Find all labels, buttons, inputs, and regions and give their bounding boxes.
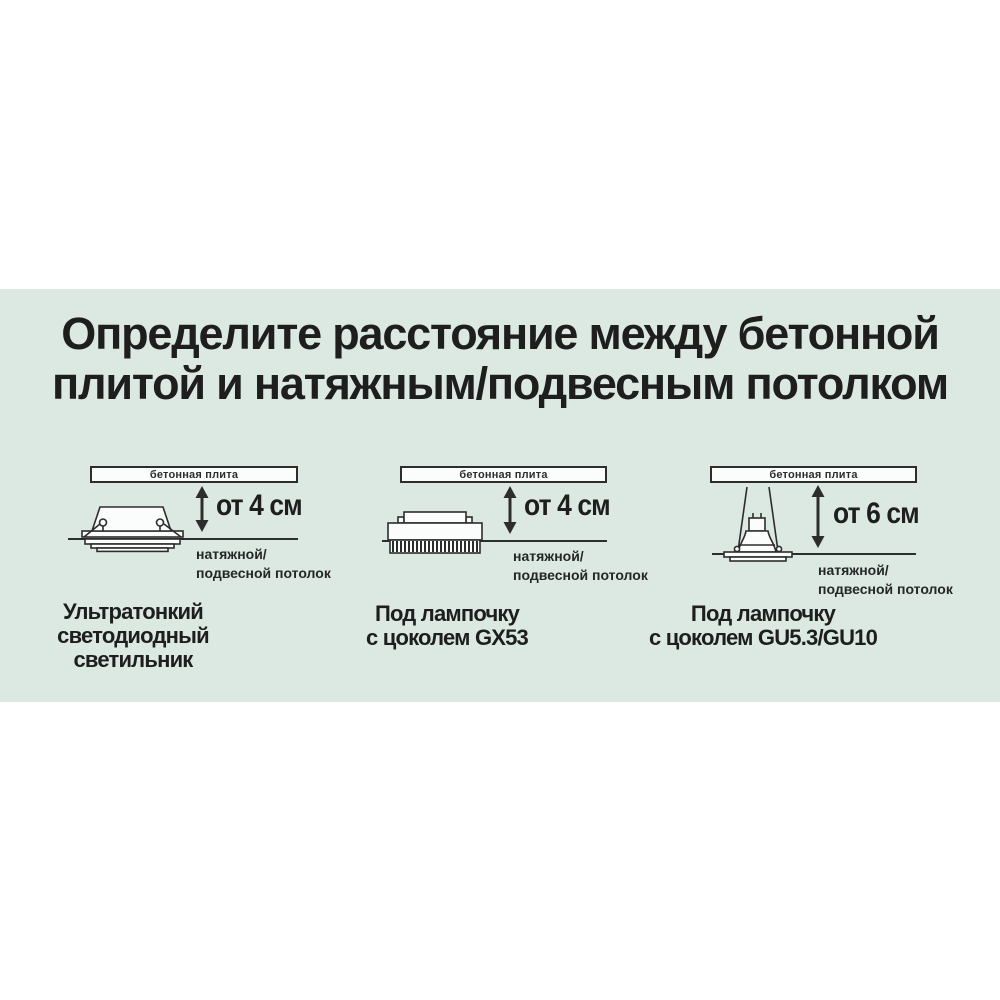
ceiling-label-2 [513, 547, 648, 585]
distance-arrow-icon-2 [501, 486, 519, 534]
concrete-slab-label-3: бетонная плита [769, 468, 858, 481]
distance-arrow-icon-3 [809, 485, 827, 548]
caption-3 [649, 602, 877, 650]
caption-2-line-2: с цоколем GX53 [366, 625, 528, 650]
distance-arrow-icon-1 [193, 486, 211, 532]
concrete-slab-bar-3 [710, 466, 917, 483]
concrete-slab-label-1: бетонная плита [149, 468, 239, 481]
caption-2-line-1: Под лампочку [374, 601, 520, 626]
ceiling-label-3-line-1: натяжной/ [818, 562, 889, 578]
distance-value-3: от 6 см [833, 497, 919, 530]
ceiling-label-3 [818, 561, 953, 599]
distance-value-1: от 4 см [216, 489, 302, 522]
ceiling-label-1-line-2: подвесной потолок [196, 565, 331, 581]
ceiling-label-1 [196, 545, 331, 583]
caption-1-line-3: светильник [73, 647, 193, 672]
caption-1-line-1: Ультратонкий [63, 599, 203, 624]
gx53-lamp-icon [385, 508, 485, 556]
ceiling-label-1-line-1: натяжной/ [196, 546, 267, 562]
concrete-slab-bar-1 [90, 466, 298, 483]
infographic-panel [0, 289, 1000, 702]
ceiling-label-3-line-2: подвесной потолок [818, 581, 953, 597]
distance-value-2: от 4 см [524, 489, 610, 522]
caption-2 [366, 602, 528, 650]
concrete-slab-bar-2 [400, 466, 607, 483]
concrete-slab-label-2: бетонная плита [459, 468, 548, 481]
title-line-1: Определите расстояние между бетонной [61, 308, 939, 359]
gu10-spotlight-icon [708, 484, 808, 568]
ceiling-label-2-line-2: подвесной потолок [513, 567, 648, 583]
page-title [0, 309, 1000, 409]
caption-3-line-1: Под лампочку [690, 601, 836, 626]
caption-3-line-2: с цоколем GU5.3/GU10 [648, 625, 878, 650]
ceiling-label-2-line-1: натяжной/ [513, 548, 584, 564]
title-line-2: плитой и натяжным/подвесным потолком [52, 358, 948, 409]
caption-1 [57, 600, 209, 672]
caption-1-line-2: светодиодный [57, 623, 209, 648]
